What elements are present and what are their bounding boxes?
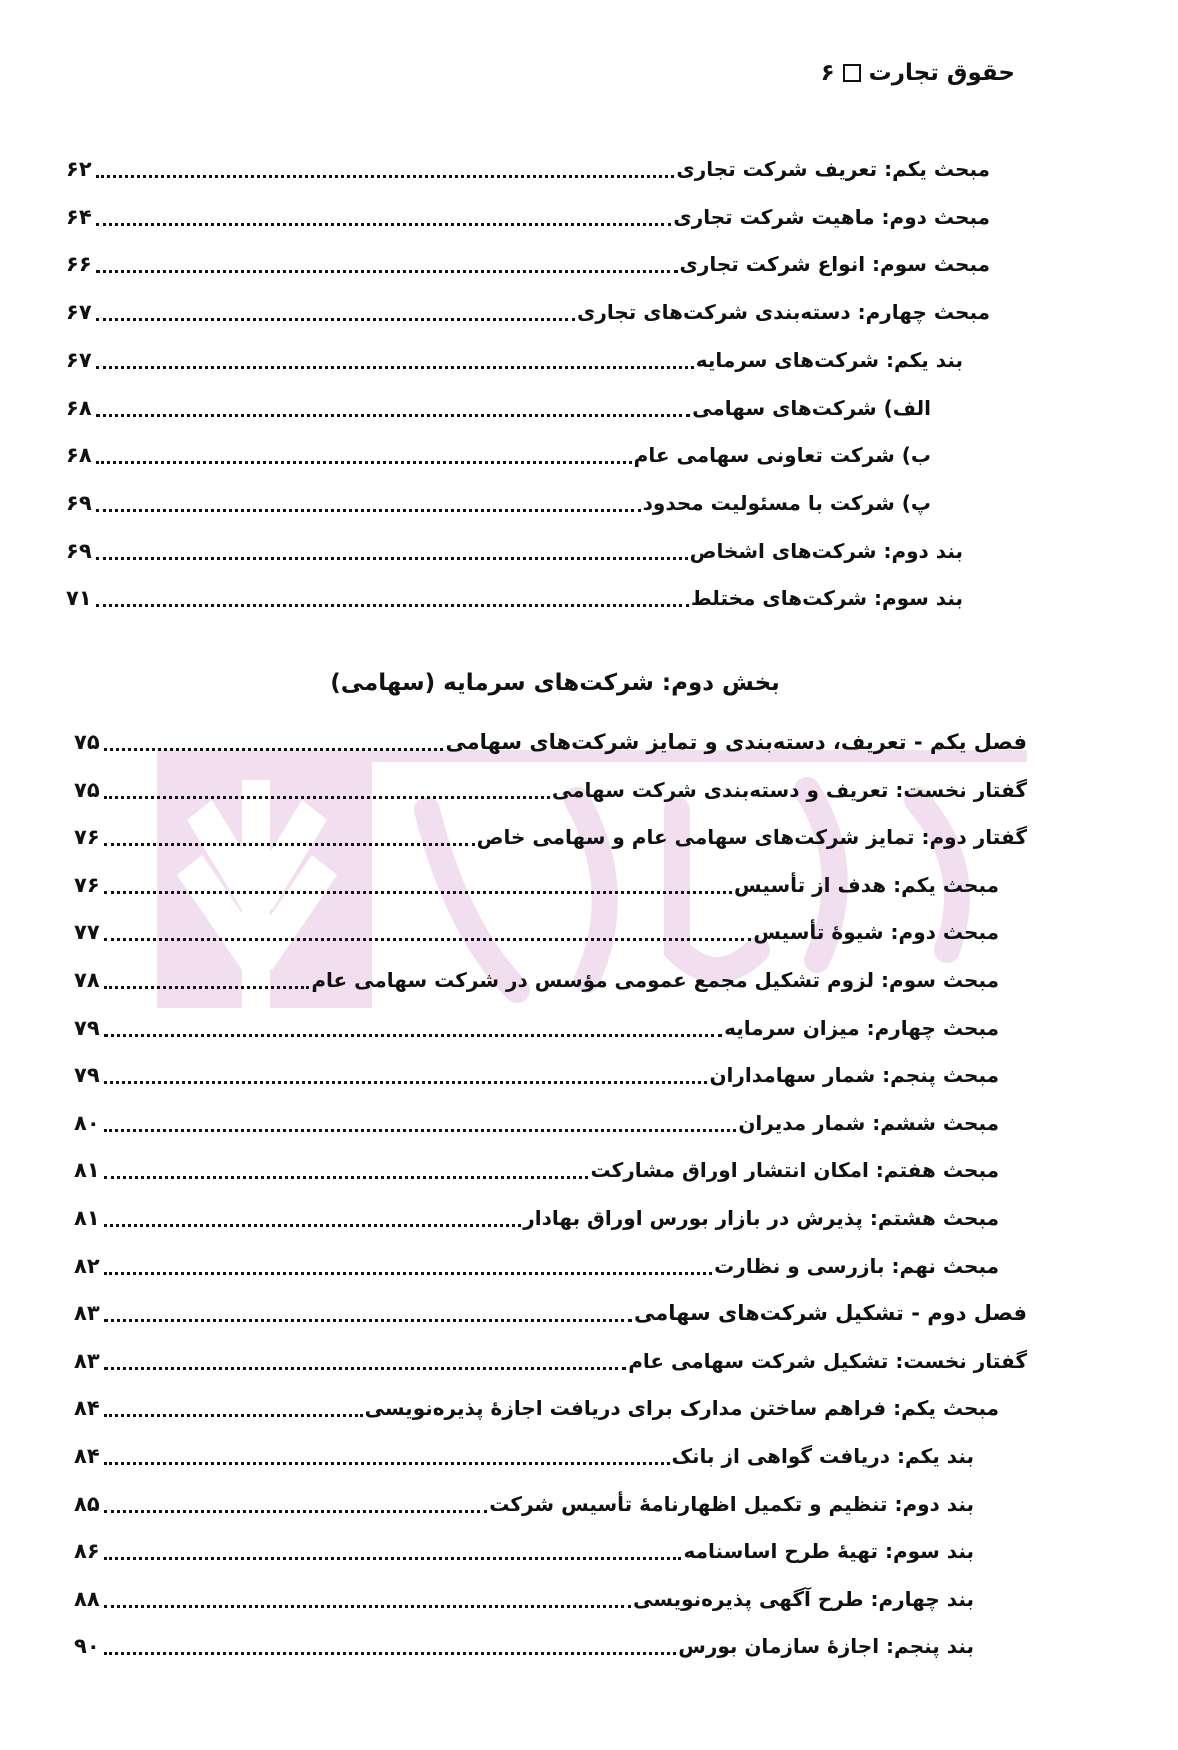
square-box-icon — [843, 64, 861, 82]
dot-leader — [96, 509, 641, 512]
toc-entry-title: مبحث نهم: بازرسی و نظارت — [714, 1253, 999, 1278]
toc-entry-page: ۹۰ — [74, 1634, 100, 1659]
dot-leader — [104, 891, 732, 894]
toc-entry[interactable] — [66, 150, 990, 184]
dot-leader — [104, 1414, 363, 1417]
toc-entry[interactable] — [74, 1485, 974, 1519]
dot-leader — [104, 1034, 722, 1037]
running-title: حقوق تجارت — [868, 60, 1015, 86]
section-heading: بخش دوم: شرکت‌های سرمایه (سهامی) — [330, 670, 780, 696]
toc-entry[interactable] — [66, 341, 963, 375]
toc-entry-page: ۶۲ — [66, 157, 92, 181]
toc-entry[interactable] — [74, 1009, 999, 1043]
toc-entry[interactable] — [74, 818, 1027, 852]
toc-entry-title: بند یکم: شرکت‌های سرمایه — [695, 347, 963, 372]
toc-entry[interactable] — [66, 484, 931, 518]
toc-entry-title: مبحث هشتم: پذیرش در بازار بورس اوراق بهادار — [523, 1206, 999, 1230]
toc-entry[interactable] — [66, 532, 963, 566]
toc-entry-page: ۶۹ — [66, 538, 92, 563]
dot-leader — [104, 1081, 708, 1084]
toc-entry-page: ۶۸ — [66, 395, 92, 420]
dot-leader — [104, 1652, 677, 1655]
toc-entry-title: مبحث دوم: شیوهٔ تأسیس — [753, 920, 999, 945]
toc-entry-page: ۸۴ — [74, 1396, 100, 1421]
toc-entry-title: گفتار نخست: تعریف و دسته‌بندی شرکت سهامی — [551, 777, 1027, 802]
toc-entry[interactable] — [74, 1199, 999, 1233]
toc-entry[interactable] — [74, 913, 999, 947]
toc-entry-page: ۶۴ — [66, 204, 92, 229]
page-number: ۶ — [820, 60, 835, 86]
toc-entry[interactable] — [66, 579, 963, 613]
toc-entry-title: مبحث چهارم: دسته‌بندی شرکت‌های تجاری — [577, 300, 990, 325]
toc-entry-page: ۸۰ — [74, 1110, 100, 1135]
dot-leader — [96, 414, 690, 417]
dot-leader — [104, 1367, 627, 1370]
toc-entry-page: ۸۳ — [74, 1348, 100, 1373]
toc-entry-page: ۷۹ — [74, 1015, 100, 1040]
toc-entry[interactable] — [74, 1627, 974, 1661]
dot-leader — [104, 1129, 737, 1132]
toc-entry-title: مبحث سوم: انواع شرکت تجاری — [679, 252, 990, 277]
toc-entry-title: بند دوم: تنظیم و تکمیل اظهارنامهٔ تأسیس شرکت — [489, 1491, 974, 1516]
dot-leader — [104, 1224, 522, 1227]
dot-leader — [96, 223, 672, 226]
toc-entry[interactable] — [74, 1247, 999, 1281]
toc-entry-title: فصل یکم - تعریف، دسته‌بندی و تمایز شرکت‌های سهامی — [445, 730, 1027, 754]
toc-entry-title: بند یکم: دریافت گواهی از بانک — [671, 1444, 974, 1468]
toc-entry-title: الف) شرکت‌های سهامی — [692, 395, 931, 420]
toc-entry[interactable] — [74, 1389, 999, 1423]
dot-leader — [104, 1319, 632, 1322]
toc-entry-page: ۷۱ — [66, 586, 92, 611]
dot-leader — [104, 1557, 682, 1560]
toc-entry-page: ۸۶ — [74, 1539, 100, 1564]
toc-entry[interactable] — [74, 866, 999, 900]
toc-entry-page: ۶۹ — [66, 490, 92, 515]
dot-leader — [104, 1510, 488, 1513]
toc-entry-page: ۸۱ — [74, 1206, 100, 1230]
toc-entry-page: ۷۶ — [74, 872, 100, 897]
toc-entry-title: مبحث پنجم: شمار سهامداران — [709, 1063, 999, 1088]
toc-entry-page: ۷۸ — [74, 968, 100, 992]
toc-entry[interactable] — [74, 1580, 974, 1614]
toc-entry-title: بند پنجم: اجازهٔ سازمان بورس — [678, 1634, 974, 1659]
toc-entry-title: گفتار دوم: تمایز شرکت‌های سهامی عام و سهامی خاص — [476, 825, 1027, 850]
dot-leader — [104, 843, 475, 846]
toc-entry-page: ۸۴ — [74, 1444, 100, 1468]
dot-leader — [96, 366, 694, 369]
toc-entry-title: مبحث ششم: شمار مدیران — [738, 1110, 999, 1135]
dot-leader — [104, 938, 752, 941]
dot-leader — [104, 1176, 589, 1179]
toc-entry-page: ۷۹ — [74, 1063, 100, 1088]
toc-entry-title: ب) شرکت تعاونی سهامی عام — [633, 443, 931, 468]
toc-entry[interactable] — [66, 198, 990, 232]
toc-entry-title: مبحث چهارم: میزان سرمایه — [724, 1015, 999, 1040]
toc-entry[interactable] — [66, 389, 931, 423]
dot-leader — [104, 796, 550, 799]
toc-entry-title: فصل دوم - تشکیل شرکت‌های سهامی — [634, 1301, 1027, 1326]
toc-entry-title: پ) شرکت با مسئولیت محدود — [642, 490, 931, 515]
toc-entry[interactable] — [66, 293, 990, 327]
toc-entry[interactable] — [74, 1104, 999, 1138]
toc-entry[interactable] — [74, 723, 1027, 757]
toc-entry-page: ۸۲ — [74, 1253, 100, 1278]
toc-entry[interactable] — [74, 1294, 1027, 1328]
toc-entry[interactable] — [66, 436, 931, 470]
dot-leader — [96, 461, 632, 464]
toc-entry-page: ۸۵ — [74, 1491, 100, 1516]
page-header — [821, 60, 1015, 86]
toc-entry-title: مبحث یکم: فراهم ساختن مدارک برای دریافت اجازهٔ پذیره‌نویسی — [364, 1396, 999, 1421]
toc-entry[interactable] — [74, 961, 999, 995]
toc-entry-page: ۶۷ — [66, 347, 92, 372]
dot-leader — [104, 1605, 631, 1608]
dot-leader — [104, 748, 444, 751]
dot-leader — [96, 557, 688, 560]
toc-entry-page: ۸۱ — [74, 1158, 100, 1183]
toc-entry[interactable] — [74, 1056, 999, 1090]
toc-entry[interactable] — [74, 1151, 999, 1185]
dot-leader — [104, 1462, 670, 1465]
toc-entry-page: ۷۵ — [74, 777, 100, 802]
toc-entry-title: مبحث یکم: هدف از تأسیس — [734, 872, 999, 897]
toc-entry[interactable] — [66, 245, 990, 279]
dot-leader — [96, 270, 678, 273]
dot-leader — [96, 604, 689, 607]
toc-entry[interactable] — [74, 771, 1027, 805]
toc-entry[interactable] — [74, 1437, 974, 1471]
toc-entry-title: مبحث دوم: ماهیت شرکت تجاری — [673, 204, 990, 229]
dot-leader — [104, 986, 310, 989]
toc-entry-title: مبحث یکم: تعریف شرکت تجاری — [676, 157, 990, 181]
dot-leader — [96, 175, 675, 178]
toc-entry-page: ۷۷ — [74, 920, 100, 945]
toc-entry-title: بند سوم: تهیهٔ طرح اساسنامه — [683, 1539, 974, 1564]
toc-entry[interactable] — [74, 1342, 1027, 1376]
toc-entry-title: بند دوم: شرکت‌های اشخاص — [689, 538, 963, 563]
toc-entry[interactable] — [74, 1532, 974, 1566]
toc-entry-page: ۶۶ — [66, 252, 92, 277]
toc-entry-page: ۷۵ — [74, 730, 100, 754]
toc-entry-title: مبحث سوم: لزوم تشکیل مجمع عمومی مؤسس در شرکت سهامی عام — [311, 968, 999, 992]
toc-entry-page: ۸۳ — [74, 1301, 100, 1326]
dot-leader — [96, 318, 575, 321]
toc-entry-title: مبحث هفتم: امکان انتشار اوراق مشارکت — [590, 1158, 999, 1183]
toc-entry-title: بند سوم: شرکت‌های مختلط — [690, 586, 963, 611]
toc-entry-title: گفتار نخست: تشکیل شرکت سهامی عام — [628, 1348, 1027, 1373]
toc-entry-page: ۸۸ — [74, 1586, 100, 1611]
toc-entry-page: ۶۸ — [66, 443, 92, 468]
toc-entry-title: بند چهارم: طرح آگهی پذیره‌نویسی — [633, 1586, 974, 1611]
toc-entry-page: ۶۷ — [66, 300, 92, 325]
toc-entry-page: ۷۶ — [74, 825, 100, 850]
dot-leader — [104, 1272, 712, 1275]
